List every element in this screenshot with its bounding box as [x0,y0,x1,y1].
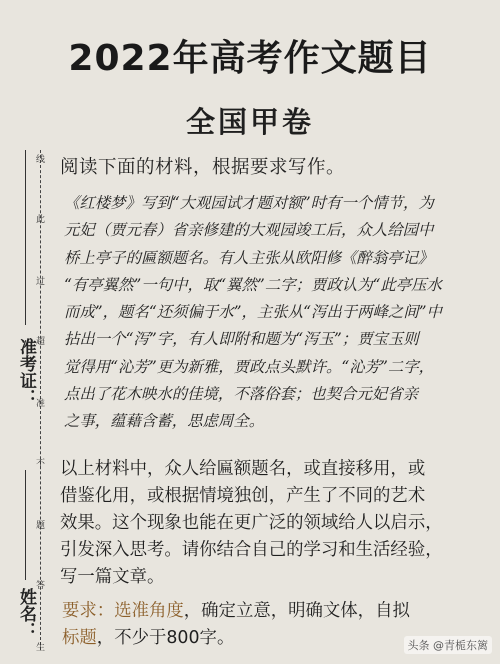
task-line: 引发深入思考。请你结合自己的学习和生活经验， [60,540,443,560]
passage-line: 元妃（贾元春）省亲修建的大观园竣工后，众人给园中 [64,221,434,240]
task-line: 效果。这个现象也能在更广泛的领域给人以启示， [60,513,443,533]
seal-char: 超 [36,337,46,347]
seal-char: 生 [36,643,46,653]
passage-line: 拈出一个“泻”字，有人即附和题为“泻玉”；贾宝玉则 [64,330,419,349]
requirements-title: 标题 [62,628,97,648]
seal-char: 此 [36,215,46,225]
seal-char: 线 [36,155,46,165]
page-title: 2022年高考作文题目 [68,38,432,79]
seal-char: 不 [36,459,46,469]
source-watermark: 头条 @青栀东篱 [404,636,493,654]
passage-line: 觉得用“沁芳”更为新雅，贾政点头默许。“沁芳”二字， [64,357,435,376]
passage-line: 点出了花木映水的佳境，不落俗套；也契合元妃省亲 [64,385,418,404]
passage-line: 桥上亭子的匾额题名。有人主张从欧阳修《醉翁亭记》 [64,248,434,267]
requirements-line-1 [62,598,500,625]
requirements-length: ，不少于800字。 [96,628,235,648]
passage-line: 而成”，题名“还须偏于水”，主张从“泻出于两峰之间”中 [64,303,442,322]
requirements-rest: ，确定立意，明确文体，自拟 [183,601,410,621]
requirements-label: 要求： [62,601,115,621]
seal-char: 过 [36,277,46,287]
passage-line: 之事，蕴藉含蓄，思虑周全。 [64,412,265,431]
writing-task [60,456,500,591]
exam-number-blank-line [25,150,26,325]
task-line: 借鉴化用，或根据情境独创，产生了不同的艺术 [60,486,426,506]
passage-line: 《红楼梦》写到“大观园试才题对额”时有一个情节，为 [64,194,434,212]
name-blank-line [25,470,26,580]
instruction-text: 阅读下面的材料，根据要求写作。 [60,157,346,178]
name-label: 姓名： [16,588,36,639]
exam-number-label: 准考证： [16,338,36,406]
seal-char: 准 [36,399,46,409]
seal-char: 题 [36,521,46,531]
passage-line: “有亭翼然”一句中，取“翼然”二字；贾政认为“此亭压水 [64,275,442,294]
task-line: 写一篇文章。 [60,567,165,587]
requirements-angle: 选准角度 [114,601,184,621]
seal-char: 答 [36,581,46,591]
paper-subtitle: 全国甲卷 [185,105,314,139]
task-line: 以上材料中，众人给匾额题名，或直接移用，或 [60,459,426,479]
material-passage [64,190,500,436]
